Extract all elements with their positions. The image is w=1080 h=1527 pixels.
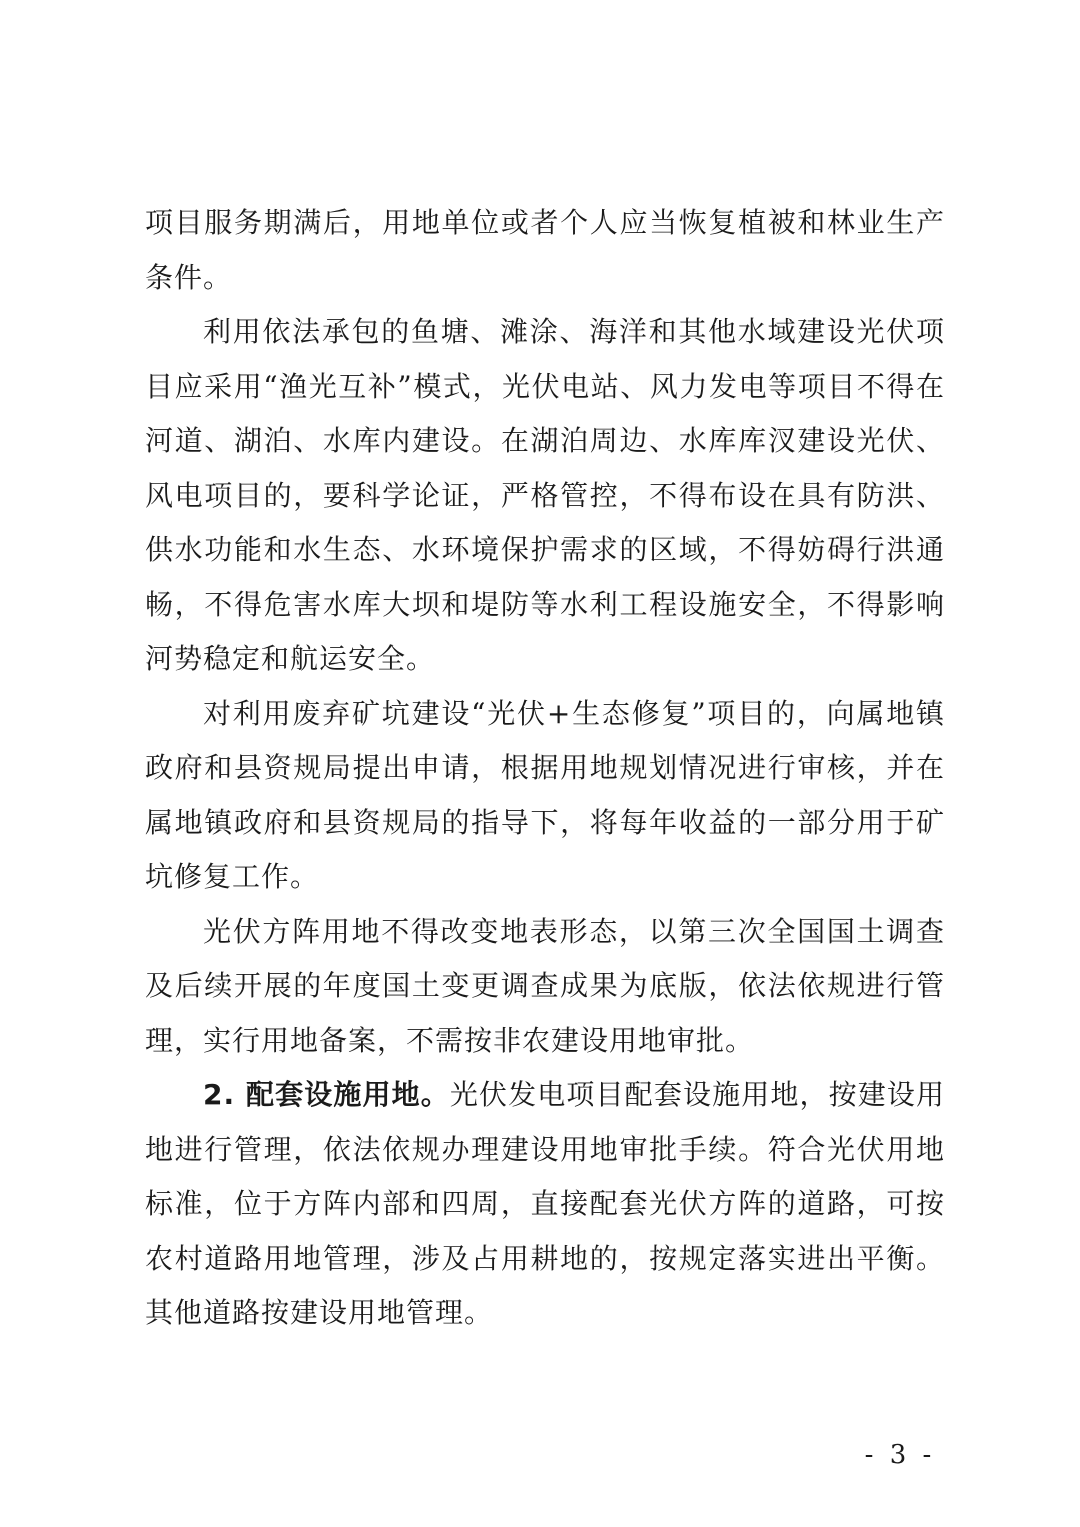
paragraph-1 — [145, 196, 945, 305]
body-text — [145, 196, 945, 1341]
section-heading-supporting-facilities: 2. 配套设施用地。 — [203, 1078, 450, 1111]
paragraph-2-text: 利用依法承包的鱼塘、滩涂、海洋和其他水域建设光伏项目应采用“渔光互补”模式，光伏电站、风力发电等项目不得在河道、湖泊、水库内建设。在湖泊周边、水库库汊建设光伏、风电项目的，要科学论证，严格管控，不得布设在具有防洪、供水功能和水生态、水环境保护需求的区域，不得妨碍行洪通畅，不得危害水库大坝和堤防等水利工程设施安全，不得影响河势稳定和航运安全。 — [145, 315, 945, 675]
paragraph-1-text: 项目服务期满后，用地单位或者个人应当恢复植被和林业生产条件。 — [145, 206, 945, 294]
paragraph-2 — [145, 305, 945, 687]
paragraph-5-text: 光伏发电项目配套设施用地，按建设用地进行管理，依法依规办理建设用地审批手续。符合光伏用地标准，位于方阵内部和四周，直接配套光伏方阵的道路，可按农村道路用地管理，涉及占用耕地的，按规定落实进出平衡。其他道路按建设用地管理。 — [145, 1078, 945, 1329]
paragraph-4 — [145, 905, 945, 1069]
page-number: - 3 - — [864, 1440, 936, 1470]
paragraph-3 — [145, 687, 945, 905]
paragraph-3-text: 对利用废弃矿坑建设“光伏+生态修复”项目的，向属地镇政府和县资规局提出申请，根据用地规划情况进行审核，并在属地镇政府和县资规局的指导下，将每年收益的一部分用于矿坑修复工作。 — [145, 696, 945, 893]
paragraph-4-text: 光伏方阵用地不得改变地表形态，以第三次全国国土调查及后续开展的年度国土变更调查成果为底版，依法依规进行管理，实行用地备案，不需按非农建设用地审批。 — [145, 914, 945, 1057]
paragraph-5 — [145, 1068, 945, 1341]
